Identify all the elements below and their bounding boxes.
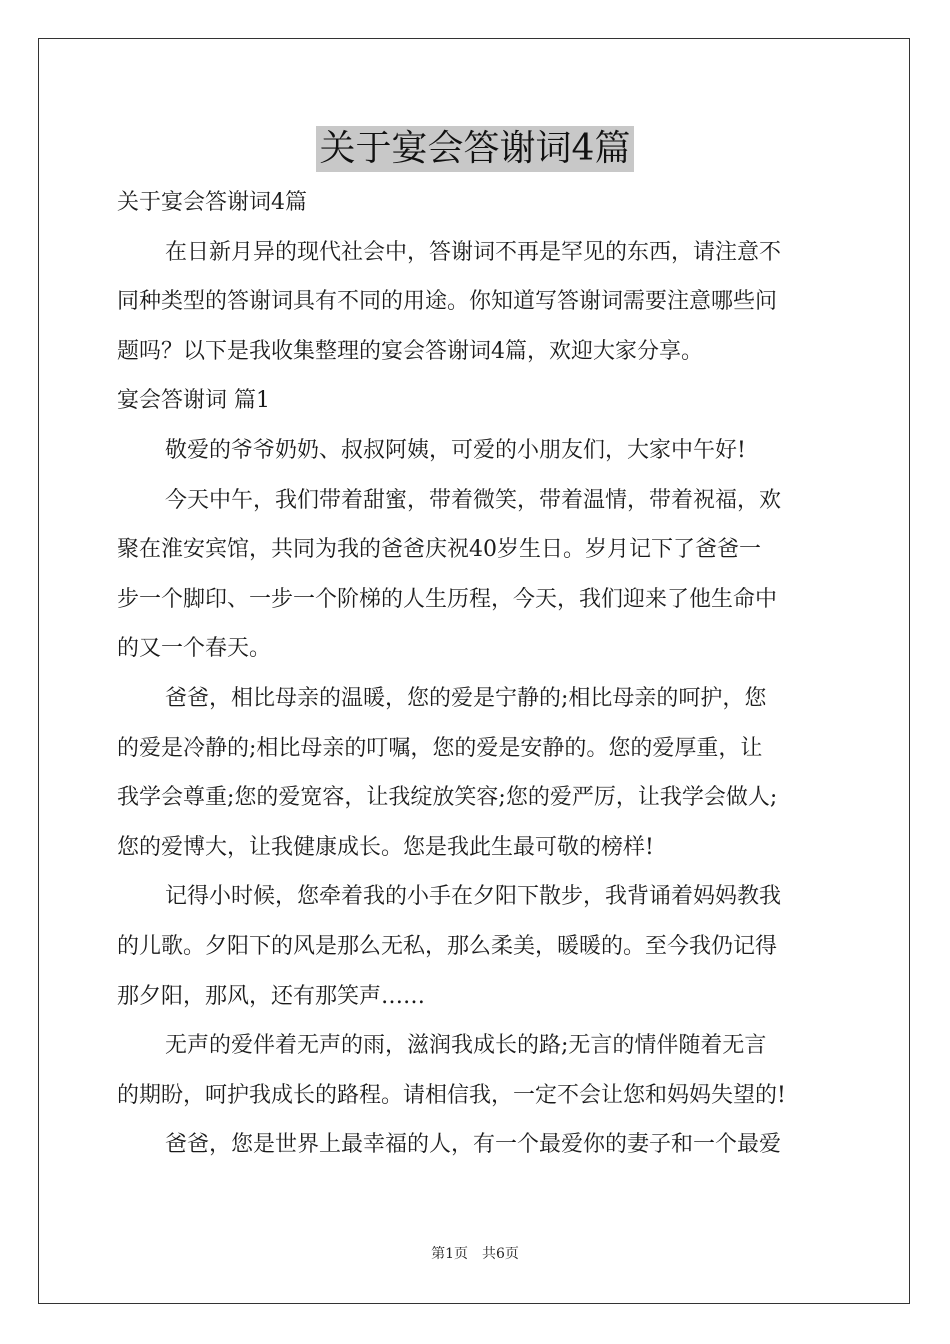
text-line: 的爱是冷静的;相比母亲的叮嘱，您的爱是安静的。您的爱厚重，让 [117,735,763,761]
text-line: 的又一个春天。 [117,636,272,662]
text-line: 我学会尊重;您的爱宽容，让我绽放笑容;您的爱严厉，让我学会做人; [117,785,778,811]
text-line: 步一个脚印、一步一个阶梯的人生历程，今天，我们迎来了他生命中 [117,586,778,612]
page-number: 第1页 [431,1246,468,1262]
text-line: 同种类型的答谢词具有不同的用途。你知道写答谢词需要注意哪些问 [117,289,778,315]
text-line: 爸爸，您是世界上最幸福的人，有一个最爱你的妻子和一个最爱 [165,1132,782,1158]
text-line: 您的爱博大，让我健康成长。您是我此生最可敬的榜样! [117,834,654,860]
document-body [117,178,837,1170]
page-total: 共6页 [482,1246,519,1262]
document-title: 关于宴会答谢词4篇 [316,126,635,172]
text-line: 爸爸，相比母亲的温暖，您的爱是宁静的;相比母亲的呵护，您 [165,685,767,711]
text-line: 记得小时候，您牵着我的小手在夕阳下散步，我背诵着妈妈教我 [165,884,782,910]
text-line: 敬爱的爷爷奶奶、叔叔阿姨，可爱的小朋友们，大家中午好! [165,437,746,463]
text-line: 的儿歌。夕阳下的风是那么无私，那么柔美，暖暖的。至今我仍记得 [117,933,778,959]
text-line: 聚在淮安宾馆，共同为我的爸爸庆祝40岁生日。岁月记下了爸爸一 [117,537,761,563]
text-line: 宴会答谢词 篇1 [117,388,270,414]
text-line: 无声的爱伴着无声的雨，滋润我成长的路;无言的情伴随着无言 [165,1033,767,1059]
text-line: 在日新月异的现代社会中，答谢词不再是罕见的东西，请注意不 [165,239,782,265]
text-line: 那夕阳，那风，还有那笑声…… [117,983,426,1009]
text-line: 题吗？以下是我收集整理的宴会答谢词4篇，欢迎大家分享。 [117,338,703,364]
text-line: 关于宴会答谢词4篇 [117,190,307,215]
title-area [0,126,950,172]
page-footer [0,1244,950,1264]
text-line: 的期盼，呵护我成长的路程。请相信我，一定不会让您和妈妈失望的! [117,1082,786,1108]
text-line: 今天中午，我们带着甜蜜，带着微笑，带着温情，带着祝福，欢 [165,487,782,513]
